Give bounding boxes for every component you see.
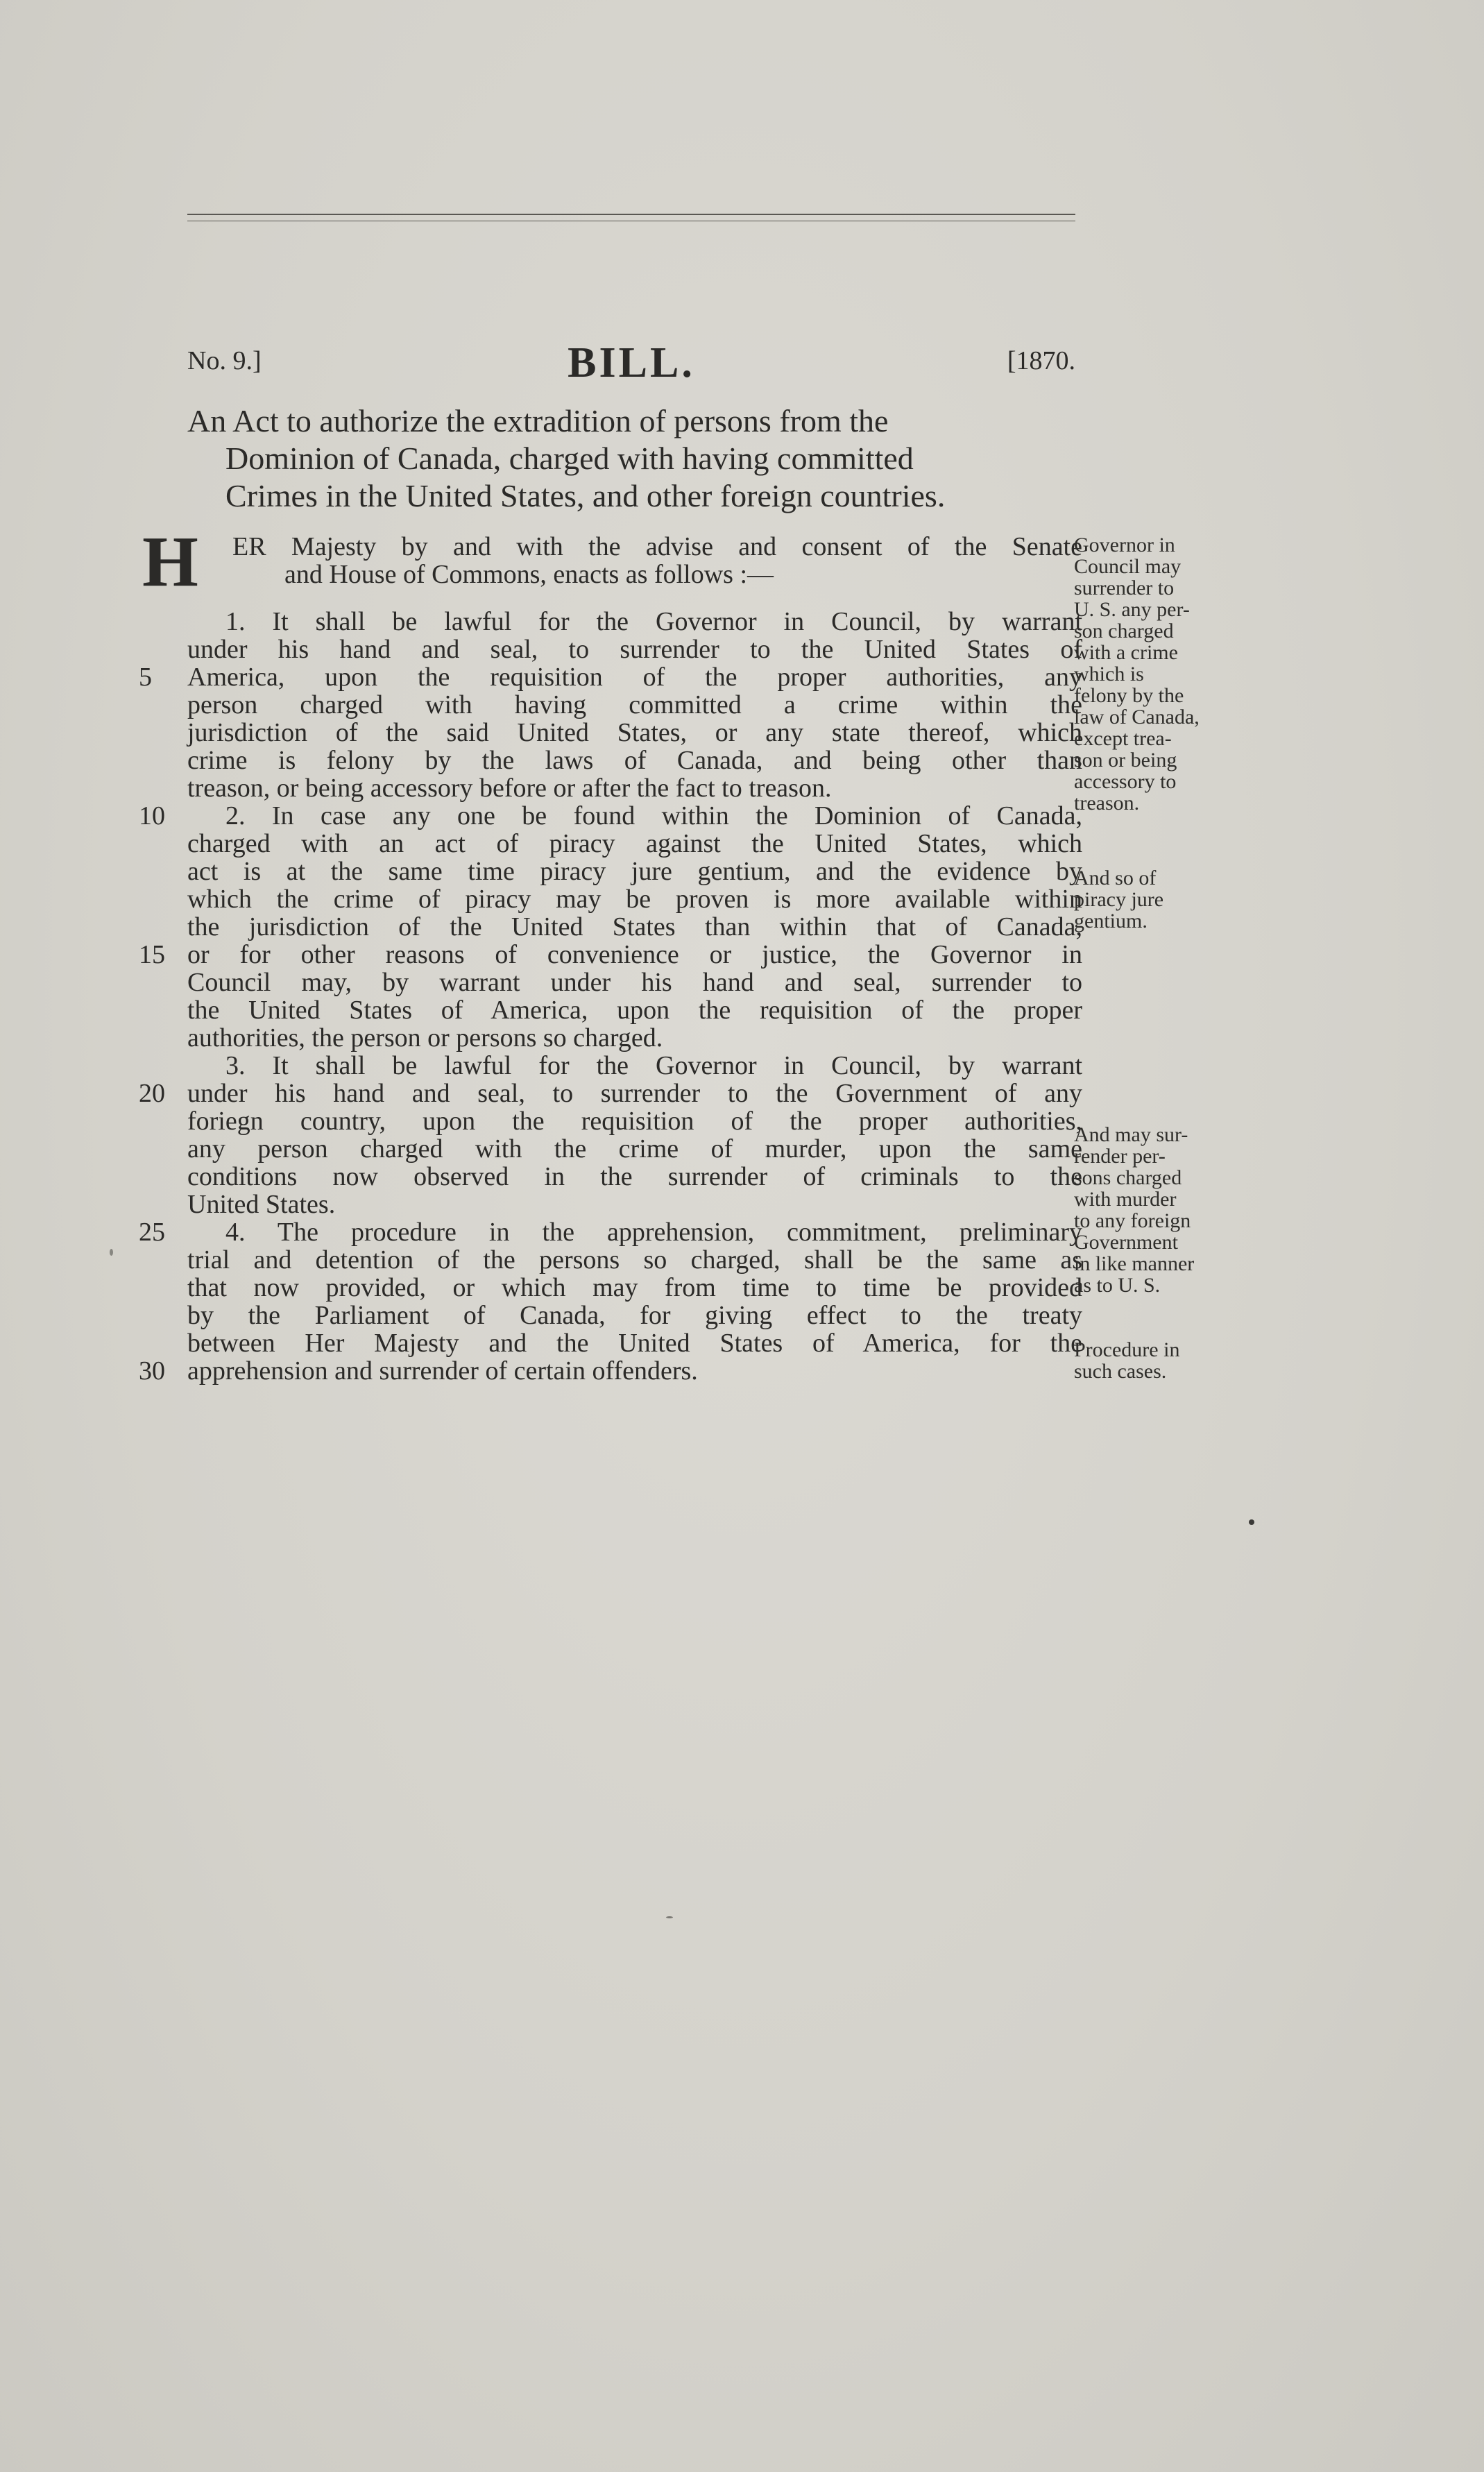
body-line	[187, 1274, 1082, 1302]
body-line	[187, 608, 1082, 636]
body-line-text: by the Parliament of Canada, for giving effect to the treaty	[187, 1301, 1082, 1330]
margin-note-line: accessory to	[1074, 770, 1177, 793]
paper-speck	[110, 1249, 113, 1256]
line-number: 5	[139, 663, 152, 692]
body-line-text: jurisdiction of the said United States, or any state thereof, which	[187, 718, 1082, 747]
margin-note-line: such cases.	[1074, 1360, 1167, 1383]
body-line-text: under his hand and seal, to surrender to the United States of	[187, 635, 1082, 664]
body-line-text: the United States of America, upon the requisition of the proper	[187, 996, 1082, 1025]
body-line	[187, 858, 1082, 885]
bill-title: BILL.	[568, 339, 695, 386]
body-line-text: America, upon the requisition of the proper authorities, any	[187, 663, 1082, 692]
body-line	[187, 913, 1082, 941]
body-line-text: apprehension and surrender of certain offenders.	[187, 1356, 698, 1386]
body-line-text: Council may, by warrant under his hand and seal, surrender to	[187, 968, 1082, 997]
body-line-text: treason, or being accessory before or after the fact to treason.	[187, 774, 832, 803]
line-number: 25	[139, 1218, 165, 1247]
line-number: 20	[139, 1079, 165, 1108]
body-line-text: under his hand and seal, to surrender to the Government of any	[187, 1079, 1082, 1108]
body-line-text: person charged with having committed a crime within the	[187, 690, 1082, 719]
body-line	[187, 885, 1082, 913]
body-line-text: trial and detention of the persons so charged, shall be the same as	[187, 1245, 1082, 1275]
margin-note-line: sons charged	[1074, 1166, 1182, 1189]
body-line-text: the jurisdiction of the United States than within that of Canada,	[187, 912, 1082, 941]
body-line	[187, 1107, 1082, 1135]
margin-note-line: which is	[1074, 663, 1144, 685]
body-line-text: act is at the same time piracy jure gentium, and the evidence by	[187, 857, 1082, 886]
body-line-text: 1. It shall be lawful for the Governor in Council, by warrant	[225, 607, 1082, 636]
top-rule	[187, 214, 1075, 215]
margin-note-line: as to U. S.	[1074, 1274, 1161, 1297]
long-title-line: Crimes in the United States, and other foreign countries.	[225, 478, 946, 513]
body-line	[187, 830, 1082, 858]
body-line-text: charged with an act of piracy against the United States, which	[187, 829, 1082, 858]
body-line-text: which the crime of piracy may be proven is more available within	[187, 885, 1082, 914]
body-line-text: United States.	[187, 1190, 336, 1219]
body-line	[187, 969, 1082, 996]
margin-note-line: felony by the	[1074, 684, 1184, 707]
margin-note-line: And so of	[1074, 867, 1157, 889]
body-line	[187, 691, 1082, 719]
margin-note-line: surrender to	[1074, 577, 1175, 599]
line-number: 15	[139, 940, 165, 969]
margin-note	[1074, 1124, 1247, 1296]
body-line	[187, 636, 1082, 663]
body-line	[139, 1218, 1082, 1247]
enacting-line: and House of Commons, enacts as follows :—	[284, 560, 774, 589]
margin-note-line: in like manner	[1074, 1252, 1195, 1275]
long-title	[187, 402, 1075, 515]
body-line-text: between Her Majesty and the United States of America, for the	[187, 1329, 1082, 1358]
bill-number: No. 9.]	[187, 346, 262, 375]
body-line-text: foriegn country, upon the requisition of the proper authorities,	[187, 1107, 1082, 1136]
body-line	[187, 774, 1082, 802]
body-line-text: 4. The procedure in the apprehension, commitment, preliminary	[225, 1218, 1082, 1247]
long-title-line: Dominion of Canada, charged with having committed	[225, 441, 914, 476]
body-line	[187, 1246, 1082, 1274]
paper-speck	[1249, 1519, 1254, 1525]
body-line	[187, 1163, 1082, 1191]
margin-note-line: Governor in	[1074, 534, 1175, 556]
body-line-text: that now provided, or which may from time to time be provided	[187, 1273, 1082, 1302]
body-line-text: conditions now observed in the surrender of criminals to the	[187, 1162, 1082, 1191]
margin-note-line: Procedure in	[1074, 1338, 1180, 1361]
body-line	[187, 1191, 1082, 1218]
margin-note-line: piracy jure	[1074, 888, 1164, 911]
body-line	[187, 719, 1082, 747]
drop-cap: H	[142, 522, 198, 602]
body-line-text: 2. In case any one be found within the Dominion of Canada,	[225, 801, 1082, 830]
margin-note-line: son charged	[1074, 620, 1174, 642]
margin-note-line: treason.	[1074, 792, 1140, 815]
line-number: 10	[139, 801, 165, 830]
margin-note-line: with murder	[1074, 1188, 1177, 1211]
body-line	[139, 1079, 1082, 1108]
long-title-line: An Act to authorize the extradition of persons from the	[187, 403, 889, 438]
body-line	[187, 1135, 1082, 1163]
margin-note	[1074, 867, 1247, 932]
enacting-text: ER Majesty by and with the advise and consent of the Senate	[232, 532, 1082, 561]
margin-note-line: U. S. any per-	[1074, 598, 1190, 621]
body-line	[187, 1329, 1082, 1357]
body-line	[187, 1024, 1082, 1052]
body-line	[187, 747, 1082, 774]
body-line-text: 3. It shall be lawful for the Governor in Council, by warrant	[225, 1051, 1082, 1080]
body-line	[139, 801, 1082, 830]
body-line	[187, 996, 1082, 1024]
margin-note-line: Government	[1074, 1231, 1178, 1254]
margin-note-line: except trea-	[1074, 727, 1172, 750]
margin-note-line: son or being	[1074, 749, 1177, 772]
paper-speck	[666, 1916, 673, 1918]
margin-note	[1074, 534, 1247, 814]
bill-year: [1870.	[1007, 346, 1075, 375]
bill-body	[139, 522, 1082, 1386]
margin-note-line: gentium.	[1074, 910, 1148, 932]
margin-note-line: with a crime	[1074, 641, 1178, 664]
margin-note-line: Council may	[1074, 555, 1182, 578]
body-line	[139, 940, 1082, 969]
body-line	[139, 663, 1082, 692]
body-line	[139, 1356, 1082, 1386]
margin-note-line: law of Canada,	[1074, 706, 1200, 728]
body-lines	[139, 607, 1082, 1386]
body-line	[187, 1302, 1082, 1329]
body-line-text: or for other reasons of convenience or justice, the Governor in	[187, 940, 1082, 969]
body-line-text: crime is felony by the laws of Canada, and being other than	[187, 746, 1082, 775]
margin-note-line: render per-	[1074, 1145, 1166, 1168]
bill-header	[187, 339, 1075, 386]
margin-note-line: to any foreign	[1074, 1209, 1191, 1232]
margin-note	[1074, 1339, 1247, 1382]
body-line	[187, 1052, 1082, 1080]
body-line-text: authorities, the person or persons so charged.	[187, 1023, 663, 1052]
margin-note-line: And may sur-	[1074, 1123, 1188, 1146]
line-number: 30	[139, 1356, 165, 1386]
body-line-text: any person charged with the crime of murder, upon the same	[187, 1134, 1082, 1163]
